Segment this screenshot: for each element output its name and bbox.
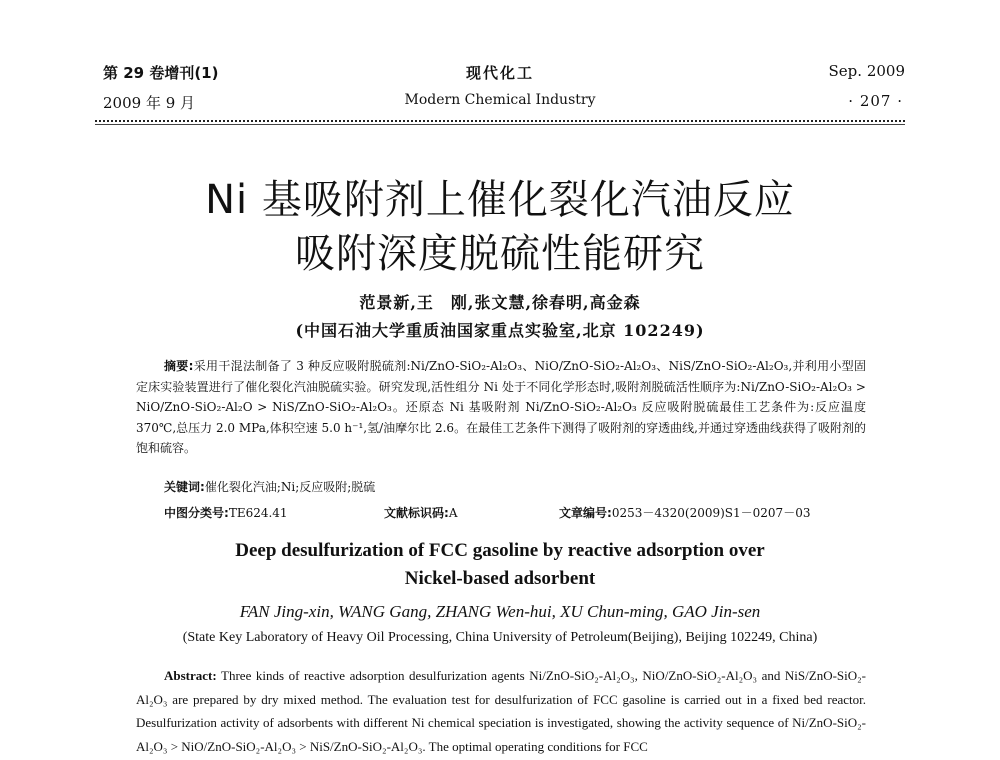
affiliation: (中国石油大学重质油国家重点实验室,北京 102249) [295, 321, 705, 340]
running-header [95, 62, 905, 118]
journal-name-en: Modern Chemical Industry [404, 92, 596, 108]
header-divider-line [95, 124, 905, 125]
author-list: 范景新,王 刚,张文慧,徐春明,高金森 [359, 293, 641, 312]
clc-value: TE624.41 [228, 506, 288, 520]
english-affiliation: (State Key Laboratory of Heavy Oil Processing, China University of Petroleum(Beijing), Beijing 102249, China) [182, 630, 818, 645]
doc-code-label: 文献标识码: [384, 506, 449, 520]
keywords-label: 关键词: [164, 480, 205, 494]
abstract-cn [136, 356, 866, 459]
clc-label: 中图分类号: [164, 506, 229, 520]
keywords [164, 478, 375, 495]
article-number-value: 0253－4320(2009)S1－0207－03 [611, 506, 811, 520]
english-author-list: FAN Jing-xin, WANG Gang, ZHANG Wen-hui, XU Chun-ming, GAO Jin-sen [239, 602, 761, 621]
article-number [559, 504, 810, 521]
abstract-en-label: Abstract: [164, 668, 217, 683]
journal-name-cn: 现代化工 [465, 64, 534, 82]
volume-label: 第 29 卷增刊(1) [103, 64, 219, 82]
english-title-line-1: Deep desulfurization of FCC gasoline by reactive adsorption over [235, 540, 765, 561]
keywords-text: 催化裂化汽油;Ni;反应吸附;脱硫 [204, 480, 376, 494]
doc-code-value: A [448, 506, 458, 520]
abstract-cn-label: 摘要: [164, 359, 194, 373]
paper-title-line-1: Ni 基吸附剂上催化裂化汽油反应 [205, 177, 795, 223]
date-cn: 2009 年 9 月 [103, 94, 196, 112]
abstract-en [136, 664, 866, 758]
header-divider [95, 120, 905, 122]
abstract-cn-text: 采用干混法制备了 3 种反应吸附脱硫剂:Ni/ZnO-SiO₂-Al₂O₃、NiO/ZnO-SiO₂-Al₂O₃、NiS/ZnO-SiO₂-Al₂O₃,并利用小型固定床实验装置进行了催化裂化汽油脱硫实验。研究发现,活性组分 Ni 处于不同化学形态时,吸附剂脱硫活性顺序为:Ni/ZnO-SiO₂-Al₂O₃ > NiO/ZnO-SiO₂-Al₂O > NiS/ZnO-SiO₂-Al₂O₃。还原态 Ni 基吸附剂 Ni/ZnO-SiO₂-Al₂O₃ 反应吸附脱硫最佳工艺条件为:反应温度 370℃,总压力 2.0 MPa,体积空速 5.0 h⁻¹,氢/油摩尔比 2.6。在最佳工艺条件下测得了吸附剂的穿透曲线,并通过穿透曲线获得了吸附剂的饱和硫容。 [136, 359, 866, 455]
abstract-en-text: Three kinds of reactive adsorption desulfurization agents Ni/ZnO-SiO₂-Al₂O₃, NiO/ZnO-SiO₂-Al₂O₃ and NiS/ZnO-SiO₂-Al₂O₃ are prepared by dry mixed method. The evaluation test for desulfurization of FCC gasoline is carried out in a fixed bed reactor. Desulfurization activity of adsorbents with different Ni chemical speciation is investigated, showing the activity sequence of Ni/ZnO-SiO₂-Al₂O₃ > NiO/ZnO-SiO₂-Al₂O₃ > NiS/ZnO-SiO₂-Al₂O₃. The optimal operating conditions for FCC [136, 668, 867, 754]
clc-number [164, 504, 288, 521]
english-title-line-2: Nickel-based adsorbent [404, 568, 596, 589]
page-number: · 207 · [848, 92, 903, 110]
article-number-label: 文章编号: [559, 506, 612, 520]
document-code [384, 504, 457, 521]
date-en: Sep. 2009 [828, 62, 905, 80]
paper-title-line-2: 吸附深度脱硫性能研究 [295, 231, 705, 277]
